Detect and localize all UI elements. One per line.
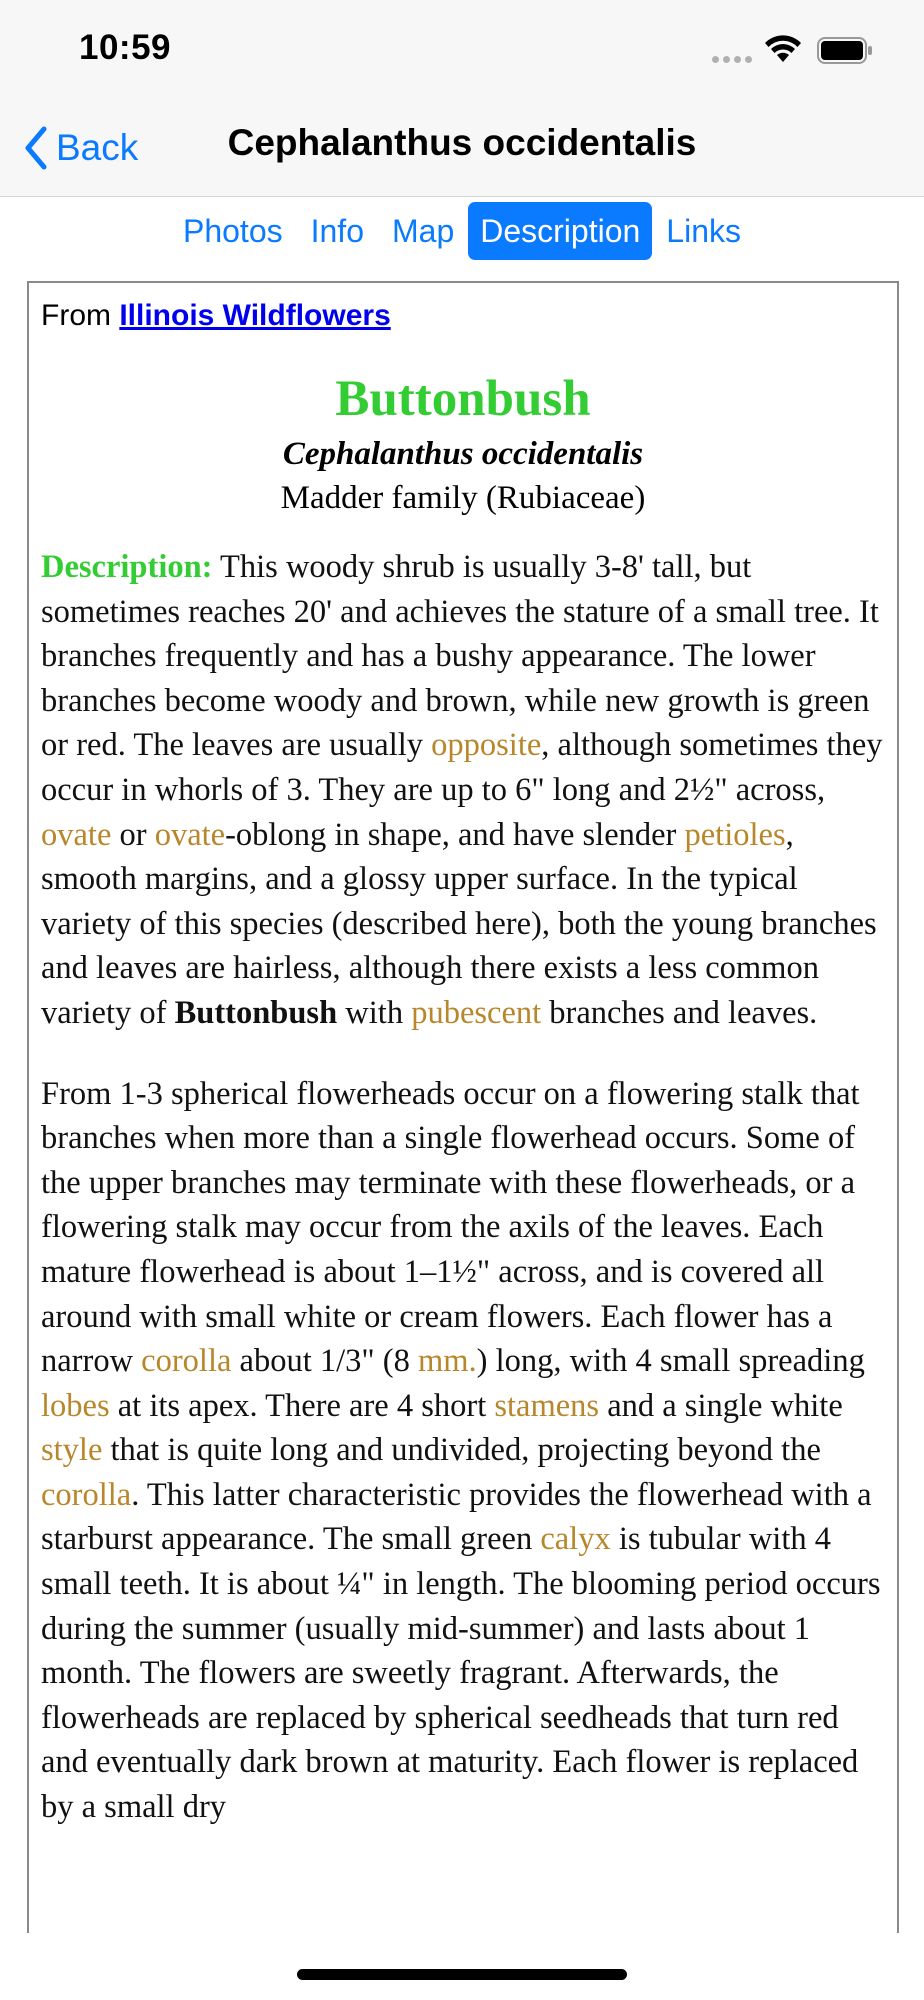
text-run: , although sometimes they occur in whorls of 3. They are up to 6" long and 2½" across,: [41, 727, 883, 808]
source-line: [41, 299, 885, 333]
status-time: 10:59: [79, 28, 172, 67]
text-run: branches and leaves.: [541, 994, 818, 1031]
term-link-petioles[interactable]: petioles: [684, 816, 786, 853]
tab-links[interactable]: Links: [666, 213, 741, 249]
signal-icon: [712, 56, 752, 63]
term-link-pubescent[interactable]: pubescent: [411, 994, 542, 1031]
term-link-mm[interactable]: mm.: [417, 1343, 477, 1380]
back-label: Back: [56, 127, 139, 168]
home-indicator[interactable]: [297, 1969, 627, 1980]
wifi-icon: [764, 34, 802, 64]
term-link-opposite[interactable]: opposite: [431, 727, 542, 764]
text-run: or: [111, 816, 155, 853]
text-run: at its apex. There are 4 short: [109, 1387, 495, 1424]
text-run: that is quite long and undivided, projecting beyond the: [102, 1432, 821, 1469]
term-link-ovate[interactable]: ovate: [41, 816, 112, 853]
term-link-corolla[interactable]: corolla: [141, 1343, 232, 1380]
text-run: This woody shrub is usually 3-8' tall, but sometimes reaches 20' and achieves the stature of a small tree. It branches frequently and has a bushy appearance. The lower branches become woody and brown, while new growth is green or red. The leaves are usually: [41, 549, 879, 764]
tab-info[interactable]: Info: [310, 213, 364, 249]
species-common-name: Buttonbush: [335, 371, 591, 427]
description-paragraph: [41, 545, 885, 1036]
term-link-stamens[interactable]: stamens: [494, 1387, 600, 1424]
species-family: Madder family (Rubiaceae): [280, 480, 646, 516]
page-title: Cephalanthus occidentalis: [227, 122, 697, 163]
text-run: and a single white: [599, 1387, 843, 1424]
tab-photos[interactable]: Photos: [182, 213, 283, 249]
species-scientific-name: Cephalanthus occidentalis: [282, 436, 644, 472]
text-run: ) long, with 4 small spreading: [476, 1343, 865, 1380]
term-link-lobes[interactable]: lobes: [41, 1387, 110, 1424]
term-link-calyx[interactable]: calyx: [540, 1521, 611, 1558]
source-link[interactable]: Illinois Wildflowers: [119, 299, 391, 332]
text-run: is tubular with 4 small teeth. It is about ¼" in length. The blooming period occurs during the summer (usually mid-summer) and lasts about 1 month. The flowers are sweetly fragrant. Afterwards, the flowerheads are replaced by spherical seedheads that turn red and eventually dark brown at maturity. Each flower is replaced by a small dry: [41, 1521, 881, 1826]
source-prefix: From: [41, 299, 120, 332]
flower-paragraph: [41, 1072, 885, 1830]
battery-icon: [817, 37, 873, 64]
text-run: about 1/3" (8: [231, 1343, 418, 1380]
description-label: Description:: [41, 549, 213, 585]
tab-bar: [0, 201, 924, 261]
term-link-ovate[interactable]: ovate: [154, 816, 226, 853]
description-webview[interactable]: [27, 281, 899, 1933]
text-run: with: [337, 994, 412, 1031]
text-run: -oblong in shape, and have slender: [225, 816, 685, 853]
navigation-bar: [0, 100, 924, 197]
tab-description[interactable]: Description: [468, 202, 652, 260]
text-run: From 1-3 spherical flowerheads occur on a flowering stalk that branches when more than a single flowerhead occurs. Some of the upper branches may terminate with these flowerheads, or a flowering stalk may occur from the axils of the leaves. Each mature flowerhead is about 1–1½" across, and is covered all around with small white or cream flowers. Each flower has a narrow: [41, 1075, 860, 1380]
status-bar: [0, 0, 924, 100]
tab-map[interactable]: Map: [391, 213, 455, 249]
text-run: , smooth margins, and a glossy upper surface. In the typical variety of this species (described here), both the young branches and leaves are hairless, although there exists a less common variety of: [41, 816, 877, 1031]
term-link-style[interactable]: style: [41, 1432, 103, 1469]
bold-species-name: Buttonbush: [174, 994, 338, 1031]
text-run: . This latter characteristic provides the flowerhead with a starburst appearance. The small green: [41, 1476, 872, 1558]
term-link-corolla[interactable]: corolla: [41, 1476, 132, 1513]
